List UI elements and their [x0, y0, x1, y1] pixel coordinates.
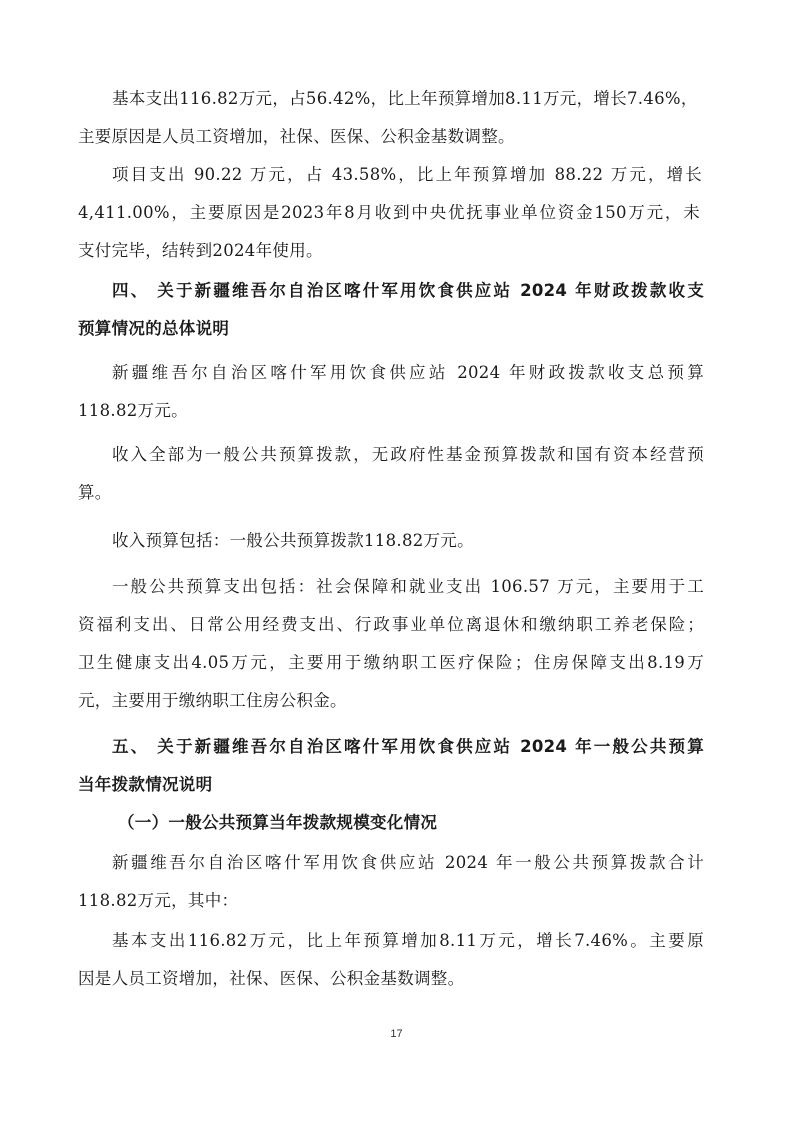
body-text-line: 一般公共预算支出包括：社会保障和就业支出 106.57 万元，主要用于工	[112, 577, 704, 596]
subsection-heading: （一）一般公共预算当年拨款规模变化情况	[118, 813, 438, 832]
body-text-line: 118.82万元，其中：	[78, 891, 239, 910]
section-heading: 当年拨款情况说明	[78, 775, 213, 794]
body-text-line: 新疆维吾尔自治区喀什军用饮食供应站 2024 年财政拨款收支总预算	[112, 363, 704, 382]
body-text-line: 项目支出 90.22 万元，占 43.58%，比上年预算增加 88.22 万元，增长	[112, 165, 702, 184]
page-number: 17	[390, 1028, 403, 1040]
section-heading: 四、 关于新疆维吾尔自治区喀什军用饮食供应站 2024 年财政拨款收支	[112, 281, 704, 300]
body-text-line: 因是人员工资增加，社保、医保、公积金基数调整。	[78, 969, 465, 988]
body-text-line: 基本支出116.82万元，比上年预算增加8.11万元，增长7.46%。主要原	[112, 931, 704, 950]
body-text-line: 资福利支出、日常公用经费支出、行政事业单位离退休和缴纳职工养老保险；	[78, 615, 704, 634]
body-text-line: 元，主要用于缴纳职工住房公积金。	[78, 691, 347, 710]
body-text-line: 收入预算包括：一般公共预算拨款118.82万元。	[112, 531, 474, 550]
section-heading: 预算情况的总体说明	[78, 319, 230, 338]
body-text-line: 主要原因是人员工资增加，社保、医保、公积金基数调整。	[78, 127, 515, 146]
body-text-line: 基本支出116.82万元，占56.42%，比上年预算增加8.11万元，增长7.46%，	[112, 89, 698, 108]
body-text-line: 118.82万元。	[78, 401, 188, 420]
body-text-line: 新疆维吾尔自治区喀什军用饮食供应站 2024 年一般公共预算拨款合计	[112, 853, 704, 872]
section-heading: 五、 关于新疆维吾尔自治区喀什军用饮食供应站 2024 年一般公共预算	[112, 737, 704, 756]
body-text-line: 收入全部为一般公共预算拨款，无政府性基金预算拨款和国有资本经营预	[112, 445, 704, 464]
body-text-line: 支付完毕，结转到2024年使用。	[78, 241, 323, 260]
body-text-line: 4,411.00%，主要原因是2023年8月收到中央优抚事业单位资金150万元，未	[78, 203, 700, 222]
body-text-line: 卫生健康支出4.05万元，主要用于缴纳职工医疗保险；住房保障支出8.19万	[78, 653, 704, 672]
body-text-line: 算。	[78, 483, 112, 502]
